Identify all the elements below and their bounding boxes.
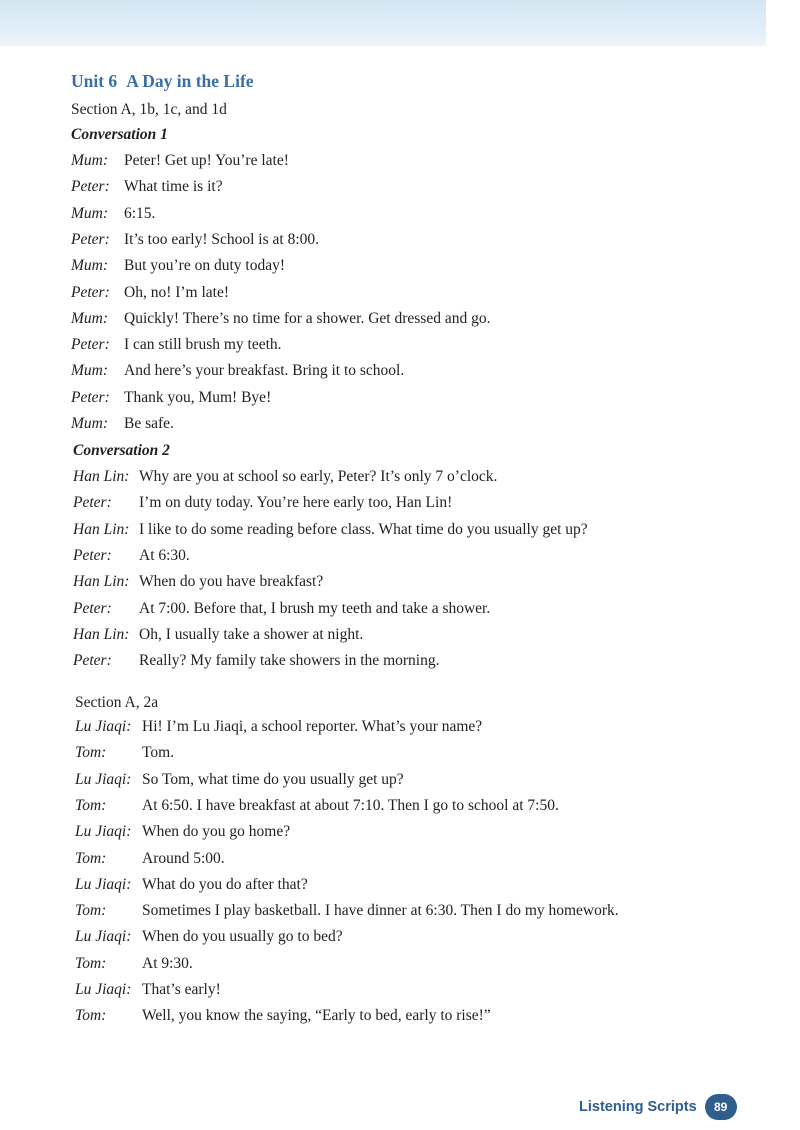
speech-text: At 7:00. Before that, I brush my teeth and take a shower. <box>139 599 491 617</box>
speaker-name: Lu Jiaqi: <box>75 770 132 788</box>
speaker-name: Han Lin: <box>73 573 130 591</box>
speech-text: When do you have breakfast? <box>139 573 324 591</box>
speech-text: It’s too early! School is at 8:00. <box>124 230 320 248</box>
speaker-name: Lu Jiaqi: <box>75 928 132 946</box>
speech-text: Really? My family take showers in the morning. <box>139 652 440 670</box>
speech-text: Quickly! There’s no time for a shower. Get dressed and go. <box>124 309 491 327</box>
speaker-name: Peter: <box>73 599 112 617</box>
speaker-name: Tom: <box>75 849 107 867</box>
speech-text: And here’s your breakfast. Bring it to school. <box>124 362 405 380</box>
unit-name: A Day in the Life <box>126 71 254 91</box>
speech-text: Hi! I’m Lu Jiaqi, a school reporter. What’s your name? <box>142 718 483 735</box>
speech-text: What time is it? <box>124 178 223 196</box>
speech-text: Well, you know the saying, “Early to bed, early to rise!” <box>142 1007 491 1025</box>
speech-text: Thank you, Mum! Bye! <box>124 388 272 406</box>
unit-title <box>71 71 254 92</box>
speaker-name: Peter: <box>71 283 110 301</box>
speaker-name: Tom: <box>75 796 107 814</box>
speaker-name: Mum: <box>71 415 109 432</box>
conversation-1-title: Conversation 1 <box>71 126 168 143</box>
speech-text: What do you do after that? <box>142 875 308 893</box>
speech-text: Around 5:00. <box>142 849 225 867</box>
speech-text: I like to do some reading before class. What time do you usually get up? <box>139 520 588 538</box>
speaker-name: Mum: <box>71 362 109 380</box>
speech-text: At 6:30. <box>139 546 190 564</box>
speech-text: But you’re on duty today! <box>124 257 286 275</box>
speaker-name: Peter: <box>73 652 112 670</box>
page-footer <box>579 1093 737 1121</box>
speaker-name: Lu Jiaqi: <box>75 823 132 841</box>
speaker-name: Tom: <box>75 954 107 972</box>
speech-text: Be safe. <box>124 415 174 432</box>
speech-text: At 6:50. I have breakfast at about 7:10. Then I go to school at 7:50. <box>142 796 559 814</box>
footer-label: Listening Scripts <box>579 1099 697 1115</box>
speaker-name: Peter: <box>73 494 112 512</box>
speaker-name: Tom: <box>75 744 107 762</box>
speech-text: Why are you at school so early, Peter? It’s only 7 o’clock. <box>139 468 498 485</box>
speech-text: 6:15. <box>124 204 156 222</box>
speaker-name: Tom: <box>75 1007 107 1025</box>
speaker-name: Peter: <box>71 230 110 248</box>
speech-text: Oh, I usually take a shower at night. <box>139 625 364 643</box>
speech-text: I can still brush my teeth. <box>124 336 282 354</box>
speaker-name: Peter: <box>73 546 112 564</box>
speech-text: Peter! Get up! You’re late! <box>124 152 289 169</box>
speech-text: So Tom, what time do you usually get up? <box>142 770 404 788</box>
speech-text: Sometimes I play basketball. I have dinner at 6:30. Then I do my homework. <box>142 902 619 920</box>
page-number-badge: 89 <box>705 1094 737 1120</box>
speaker-name: Tom: <box>75 902 107 920</box>
speech-text: I’m on duty today. You’re here early too, Han Lin! <box>139 494 453 512</box>
speaker-name: Peter: <box>71 388 110 406</box>
speaker-name: Peter: <box>71 178 110 196</box>
speaker-name: Han Lin: <box>73 468 130 485</box>
speech-text: When do you go home? <box>142 823 291 841</box>
section-heading-1: Section A, 1b, 1c, and 1d <box>71 101 227 118</box>
unit-number: Unit 6 <box>71 71 118 91</box>
conversation-2-title: Conversation 2 <box>73 442 170 459</box>
speaker-name: Lu Jiaqi: <box>75 718 132 735</box>
speaker-name: Mum: <box>71 204 109 222</box>
speaker-name: Mum: <box>71 152 109 169</box>
speech-text: When do you usually go to bed? <box>142 928 343 946</box>
speaker-name: Peter: <box>71 336 110 354</box>
speech-text: Tom. <box>142 744 175 762</box>
speech-text: Oh, no! I’m late! <box>124 283 230 301</box>
speaker-name: Han Lin: <box>73 520 130 538</box>
speech-text: At 9:30. <box>142 954 193 972</box>
speaker-name: Mum: <box>71 257 109 275</box>
speech-text: That’s early! <box>142 981 221 998</box>
speaker-name: Lu Jiaqi: <box>75 875 132 893</box>
speaker-name: Mum: <box>71 309 109 327</box>
speaker-name: Han Lin: <box>73 625 130 643</box>
section-heading-2: Section A, 2a <box>75 694 159 711</box>
speaker-name: Lu Jiaqi: <box>75 981 132 998</box>
